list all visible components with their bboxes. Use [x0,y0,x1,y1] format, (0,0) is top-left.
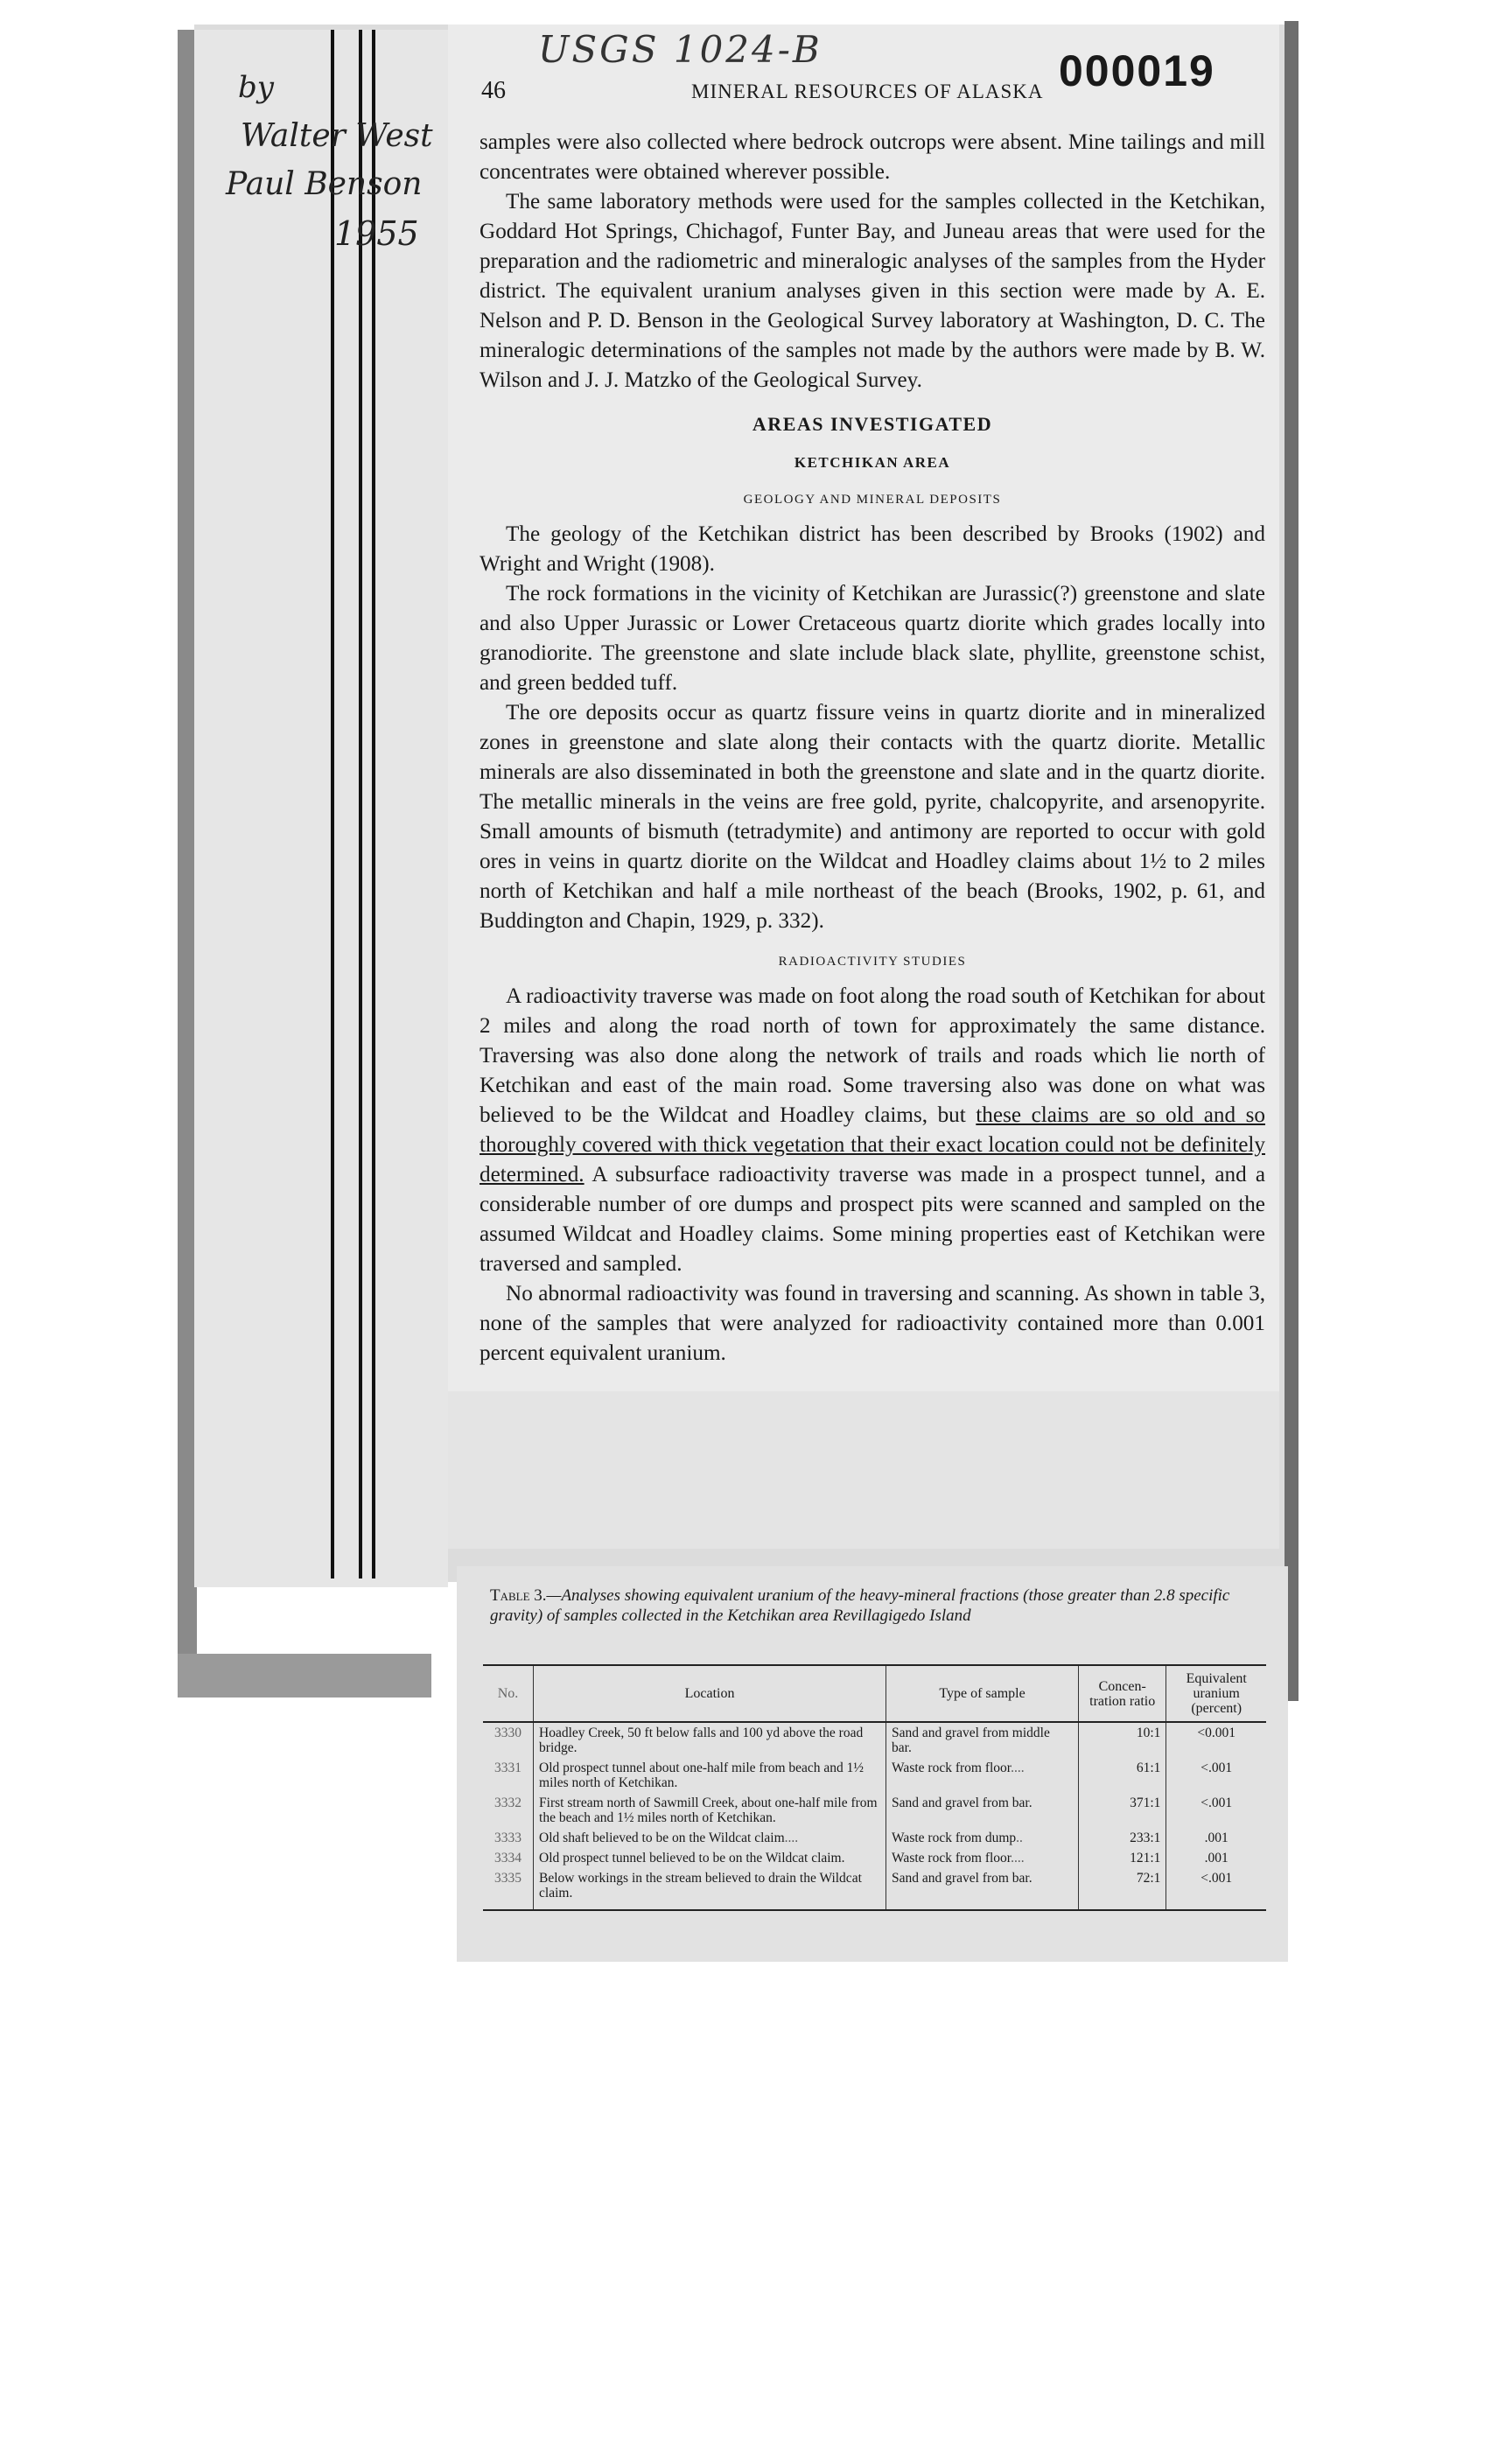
cell-type-text: Sand and gravel from middle bar. [892,1726,1050,1755]
cell-eu: <.001 [1166,1793,1266,1828]
cell-ratio: 233:1 [1078,1828,1166,1848]
underlined-passage: these claims are so old and so thoroughly covered with thick vegetation that their exact location could not be definitely determined. [480,1103,1265,1186]
col-header-location: Location [534,1665,886,1722]
cell-type [886,1828,1079,1848]
cell-type [886,1722,1079,1758]
cell-no: 3332 [494,1796,522,1810]
document-number: 000019 [1059,46,1215,95]
cell-no: 3331 [494,1760,522,1775]
cell-location [534,1722,886,1758]
cell-location [534,1793,886,1828]
margin-rule-3 [372,30,375,1578]
cell-location-text: Old prospect tunnel believed to be on the Wildcat claim. [539,1851,845,1866]
margin-strip [194,30,448,1587]
cell-location-text: Below workings in the stream believed to drain the Wildcat claim. [539,1871,862,1900]
paragraph: The ore deposits occur as quartz fissure veins in quartz diorite and in mineralized zones in greenstone and slate along their contacts with the quartz diorite. Metallic minerals are also disseminated in both the greenstone and slate and in the quartz diorite. The metallic minerals in the veins are free gold, pyrite, chalcopyrite, and arsenopyrite. Small amounts of bismuth (tetradymite) and antimony are reported to occur with gold ores in veins in quartz diorite on the Wildcat and Hoadley claims about 1½ to 2 miles north of Ketchikan and half a mile northeast of the beach (Brooks, 1902, p. 61, and Buddington and Chapin, 1929, p. 332). [480,701,1265,933]
table-title: —Analyses showing equivalent uranium of the heavy-mineral fractions (those greater than 2.8 specific gravity) of samples collected in the Ketchikan area Revillagigedo Island [490,1586,1230,1625]
handwritten-author-2: Paul Benson [226,166,423,202]
cell-no: 3335 [483,1868,534,1910]
text-run: A subsurface radioactivity traverse was made in a prospect tunnel, and a considerable number of ore dumps and prospect pits were scanned and sampled on the assumed Wildcat and Hoadley claims. Some mining properties east of Ketchikan were traversed and sampled. [480,1163,1265,1276]
cell-type-text: Sand and gravel from bar. [892,1871,1032,1886]
paragraph: No abnormal radioactivity was found in traversing and scanning. As shown in table 3, none of the samples that were analyzed for radioactivity contained more than 0.001 percent equivalent uranium. [480,1282,1265,1365]
section-heading: AREAS INVESTIGATED [752,413,993,435]
cell-eu: .001 [1166,1828,1266,1848]
cell-no: 3333 [494,1830,522,1845]
cell-type-text: Waste rock from dump [892,1830,1017,1845]
margin-rule-1 [331,30,334,1578]
cell-no: 3330 [494,1726,522,1740]
table-row [483,1848,1266,1868]
cell-type-text: Waste rock from floor [892,1851,1012,1866]
paragraph: The geology of the Ketchikan district has been described by Brooks (1902) and Wright and Wright (1908). [480,522,1265,576]
cell-type-text: Waste rock from floor [892,1760,1012,1775]
cell-ratio: 72:1 [1078,1868,1166,1910]
paragraph [480,982,1265,1279]
cell-location-text: First stream north of Sawmill Creek, about one-half mile from the beach and 1½ miles north of Ketchikan. [539,1796,878,1825]
analyses-table [483,1664,1266,1911]
cell-location [534,1758,886,1793]
cell-eu: <.001 [1166,1758,1266,1793]
cell-leader: .... [784,1830,799,1845]
cell-type [886,1848,1079,1868]
table-row [483,1758,1266,1793]
cell-location-text: Old prospect tunnel about one-half mile from beach and 1½ miles north of Ketchikan. [539,1760,864,1790]
usgs-stamp: USGS 1024-B [538,28,822,71]
topic-heading: RADIOACTIVITY STUDIES [778,955,967,969]
table-row [483,1722,1266,1758]
handwritten-year: 1955 [334,214,419,253]
cell-location [534,1828,886,1848]
col-header-eu: Equivalent uranium (percent) [1166,1665,1266,1722]
cell-leader: .... [1011,1851,1025,1866]
cell-type [886,1868,1079,1910]
cell-type [886,1758,1079,1793]
col-header-no: No. [483,1665,534,1722]
table-caption [490,1586,1260,1626]
page-number: 46 [481,77,506,104]
cell-location [534,1868,886,1910]
paragraph: The same laboratory methods were used for the samples collected in the Ketchikan, Goddard Hot Springs, Chichagof, Funter Bay, and Juneau areas that were used for the preparation and the radiometric and mineralogic analyses of the samples from the Hyder district. The equivalent uranium analyses given in this section were made by A. E. Nelson and P. D. Benson in the Geological Survey laboratory at Washington, D. C. The mineralogic determinations of the samples not made by the authors were made by B. W. Wilson and J. J. Matzko of the Geological Survey. [480,190,1265,392]
table-row [483,1793,1266,1828]
col-header-type: Type of sample [886,1665,1079,1722]
scan-shadow-bottom [178,1654,431,1698]
table-header-row [483,1665,1266,1722]
cell-type-text: Sand and gravel from bar. [892,1796,1032,1810]
paragraph: The rock formations in the vicinity of Ketchikan are Jurassic(?) greenstone and slate and also Upper Jurassic or Lower Cretaceous quartz diorite which grades locally into granodiorite. The greenstone and slate include black slate, phyllite, greenstone schist, and green bedded tuff. [480,582,1265,695]
cell-type [886,1793,1079,1828]
lower-page [448,1391,1279,1549]
cell-location-text: Hoadley Creek, 50 ft below falls and 100 yd above the road bridge. [539,1726,864,1755]
cell-location-text: Old shaft believed to be on the Wildcat claim [539,1830,785,1845]
running-head: MINERAL RESOURCES OF ALASKA [691,80,1044,102]
cell-leader: .. [1016,1830,1023,1845]
handwritten-author-1: Walter West [241,118,433,154]
text-column [480,128,1265,1368]
paragraph: samples were also collected where bedrock outcrops were absent. Mine tailings and mill concentrates were obtained wherever possible. [480,130,1265,184]
topic-heading: GEOLOGY AND MINERAL DEPOSITS [743,493,1002,507]
cell-ratio: 61:1 [1078,1758,1166,1793]
handwritten-by: by [238,70,274,105]
table-label: Table 3. [490,1586,547,1605]
cell-eu: .001 [1166,1848,1266,1868]
cell-location [534,1848,886,1868]
cell-eu: <.001 [1166,1868,1266,1910]
table-row [483,1868,1266,1910]
text-run: A radioactivity traverse was made on foot along the road south of Ketchikan for about 2 miles and along the road north of town for approximately the same distance. Traversing was also done along the network of trails and roads which lie north of Ketchikan and east of the main road. Some traversing also was done on what was believed to be the Wildcat and Hoadley claims, but [480,984,1265,1127]
cell-ratio: 371:1 [1078,1793,1166,1828]
cell-eu: <0.001 [1166,1722,1266,1758]
cell-no: 3334 [494,1851,522,1866]
cell-leader: .... [1011,1760,1025,1775]
scan-shadow-right [1284,21,1298,1701]
margin-rule-2 [359,30,362,1578]
col-header-ratio: Concen-tration ratio [1078,1665,1166,1722]
cell-ratio: 10:1 [1078,1722,1166,1758]
cell-ratio: 121:1 [1078,1848,1166,1868]
table-row [483,1828,1266,1848]
subsection-heading: KETCHIKAN AREA [794,454,951,471]
